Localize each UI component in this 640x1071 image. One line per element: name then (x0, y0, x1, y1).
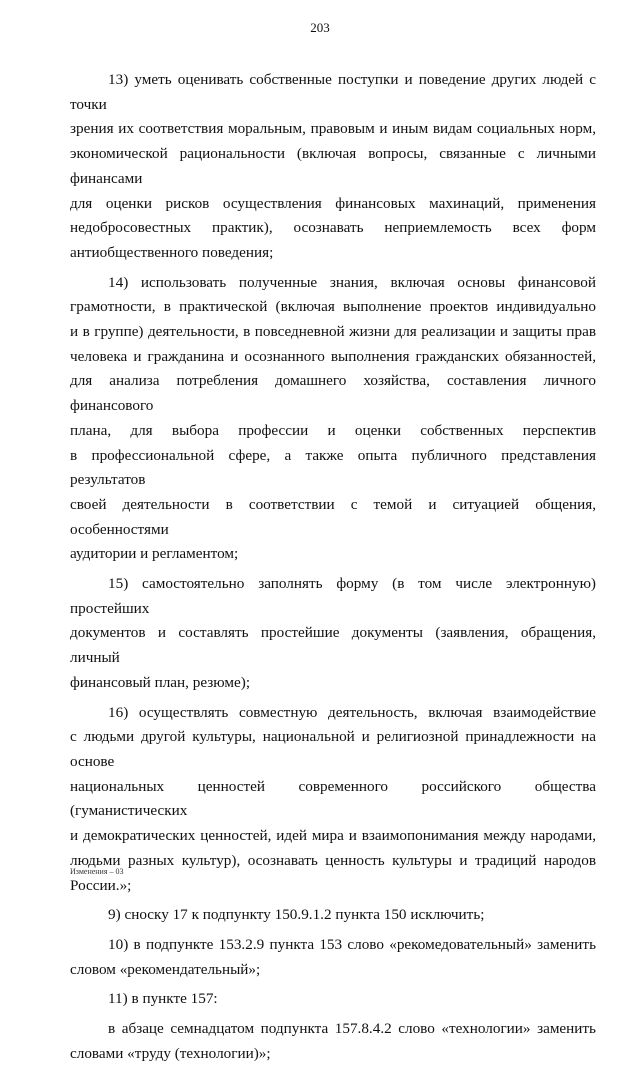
text-line: 10) в подпункте 153.2.9 пункта 153 слово «рекомедовательный» заменить (108, 935, 596, 953)
text-line: словом «рекомендательный»; (70, 960, 261, 978)
paragraph (70, 1017, 596, 1066)
text-line: грамотности, в практической (включая выполнение проектов индивидуально (70, 298, 596, 316)
text-line: для анализа потребления домашнего хозяйства, составления личного финансового (70, 372, 596, 415)
text-line: людьми разных культур), осознавать ценность культуры и традиций народов (70, 851, 596, 869)
paragraph (70, 987, 596, 1012)
text-line: финансовый план, резюме); (70, 673, 251, 691)
text-line: и демократических ценностей, идей мира и взаимопонимания между народами, (70, 827, 596, 845)
text-line: аудитории и регламентом; (70, 545, 239, 563)
paragraph (70, 701, 596, 899)
text-line: с людьми другой культуры, национальной и религиозной принадлежности на основе (70, 728, 596, 770)
text-line: 9) сноску 17 к подпункту 150.9.1.2 пункта 150 исключить; (108, 906, 485, 924)
text-line: человека и гражданина и осознанного выполнения гражданских обязанностей, (70, 347, 596, 365)
text-line: зрения их соответствия моральным, правовым и иным видам социальных норм, (70, 120, 596, 138)
text-line: плана, для выбора профессии и оценки собственных перспектив (70, 421, 596, 439)
paragraph (70, 933, 596, 982)
text-line: национальных ценностей современного российского общества (гуманистических (70, 777, 596, 820)
text-line: для оценки рисков осуществления финансовых махинаций, применения (70, 194, 596, 212)
text-line: 15) самостоятельно заполнять форму (в том числе электронную) простейших (70, 575, 596, 617)
text-line: 16) осуществлять совместную деятельность, включая взаимодействие (108, 703, 596, 721)
text-line: антиобщественного поведения; (70, 243, 274, 261)
text-line: словами «труду (технологии)»; (70, 1044, 271, 1062)
text-line: своей деятельности в соответствии с темой и ситуацией общения, особенностями (70, 495, 596, 538)
paragraph (70, 271, 596, 567)
text-line: 14) использовать полученные знания, включая основы финансовой (108, 273, 596, 291)
text-line: и в группе) деятельности, в повседневной жизни для реализации и защиты прав (70, 323, 596, 341)
text-line: 11) в пункте 157: (108, 990, 218, 1008)
text-line: документов и составлять простейшие документы (заявления, обращения, личный (70, 624, 596, 667)
text-line: недобросовестных практик), осознавать неприемлемость всех форм (70, 219, 596, 237)
text-line: экономической рациональности (включая вопросы, связанные с личными финансами (70, 145, 596, 187)
text-line: 13) уметь оценивать собственные поступки и поведение других людей с точки (70, 71, 596, 113)
page-number: 203 (310, 20, 330, 35)
text-line: в абзаце семнадцатом подпункта 157.8.4.2 слово «технологии» заменить (108, 1020, 596, 1038)
text-line: России.»; (70, 876, 132, 894)
paragraph (70, 572, 596, 696)
paragraph (70, 903, 596, 928)
paragraph (70, 68, 596, 266)
text-line: в профессиональной сфере, а также опыта публичного представления результатов (70, 446, 596, 489)
footer-note: Изменения – 03 (70, 867, 124, 876)
